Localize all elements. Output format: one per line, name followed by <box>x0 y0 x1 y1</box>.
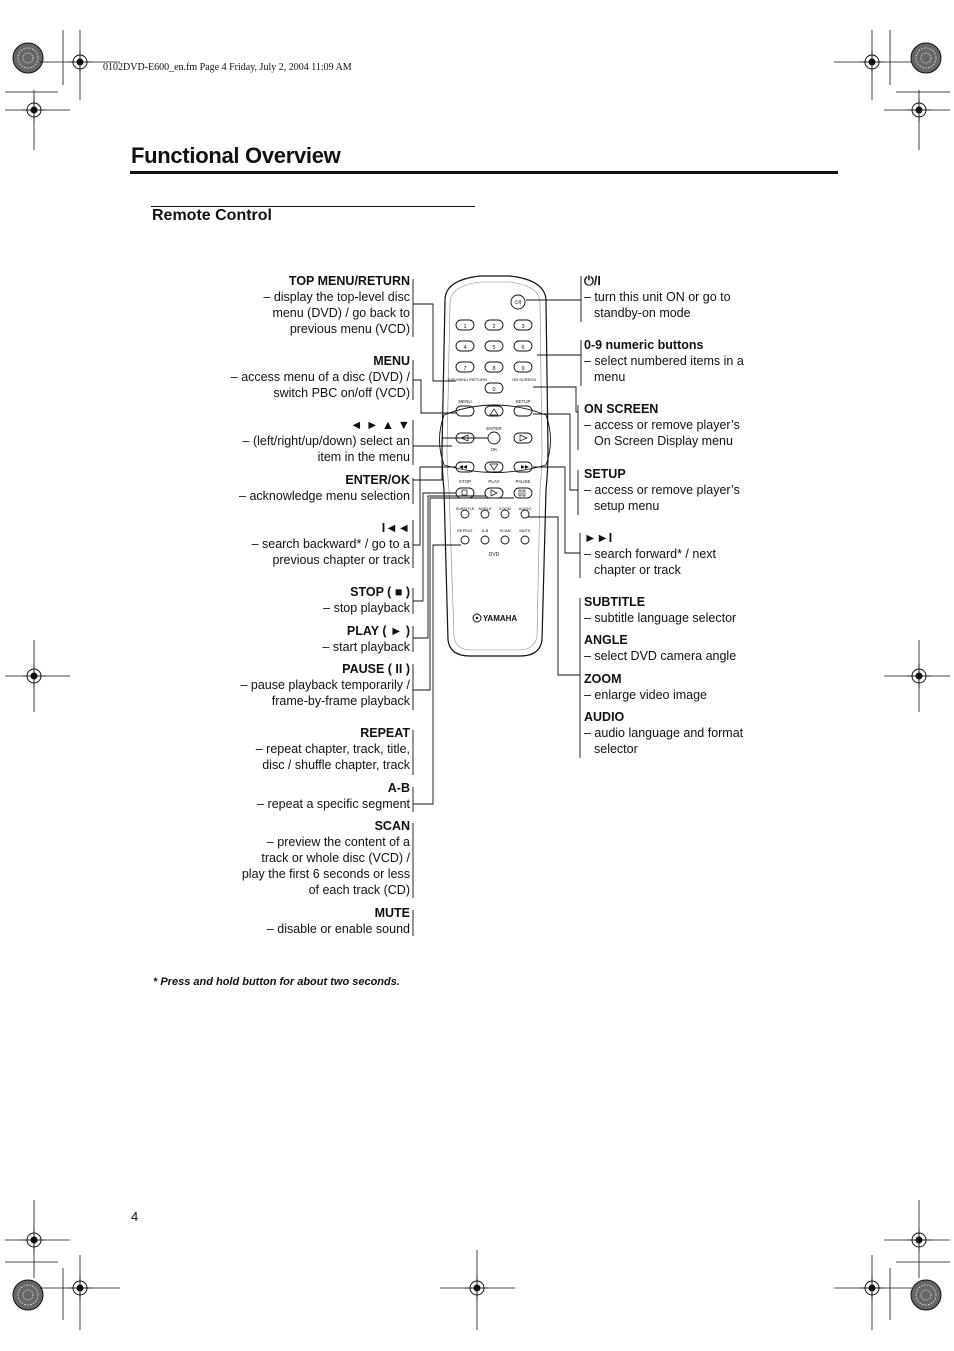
remote-digit: 2 <box>492 324 496 330</box>
page-number: 4 <box>131 1209 139 1224</box>
label-name: AUDIO <box>584 710 625 724</box>
remote-repeat-label: REPEAT <box>457 528 473 533</box>
label-desc: – access or remove player’s <box>584 418 740 432</box>
label-name: ZOOM <box>584 672 622 686</box>
label-name: A-B <box>387 781 410 795</box>
remote-enter-label: ENTER <box>486 426 502 431</box>
label-name: ◄ ► ▲ ▼ <box>350 418 410 432</box>
label-name: MENU <box>373 354 410 368</box>
label-desc: standby-on mode <box>594 306 691 320</box>
label-desc: item in the menu <box>317 450 410 464</box>
label-repeat <box>170 725 410 773</box>
remote-play-label: PLAY <box>488 479 500 484</box>
remote-top-menu-label: TOP MENU /RETURN <box>447 377 487 382</box>
remote-digit: 9 <box>521 366 525 372</box>
label-name: SUBTITLE <box>584 595 646 609</box>
label-desc: previous menu (VCD) <box>289 322 410 336</box>
label-name: MUTE <box>374 906 410 920</box>
label-name: ENTER/OK <box>345 473 410 487</box>
label-desc: – audio language and format <box>584 726 744 740</box>
label-desc: – pause playback temporarily / <box>240 678 410 692</box>
label-desc: – select DVD camera angle <box>584 649 737 663</box>
label-zoom <box>584 671 784 703</box>
remote-mute-label: MUTE <box>519 528 531 533</box>
label-name: PAUSE ( II ) <box>342 662 410 676</box>
label-name: STOP ( ■ ) <box>350 585 410 599</box>
label-previous <box>170 520 410 568</box>
remote-zoom-label: ZOOM <box>499 506 511 511</box>
remote-digit: 5 <box>492 345 496 351</box>
remote-on-screen-label: ON SCREEN <box>512 377 536 382</box>
label-desc: – repeat a specific segment <box>257 797 410 811</box>
remote-brand-label: YAMAHA <box>482 614 518 623</box>
label-desc: – enlarge video image <box>584 688 707 702</box>
label-desc: menu <box>594 370 626 384</box>
label-desc: switch PBC on/off (VCD) <box>273 386 410 400</box>
remote-menu-label: MENU <box>458 399 472 404</box>
label-desc: play the first 6 seconds or less <box>241 867 410 881</box>
label-name: 0-9 numeric buttons <box>584 338 704 352</box>
label-desc: – start playback <box>322 640 410 654</box>
label-pause <box>170 661 410 709</box>
remote-setup-label: SETUP <box>515 399 531 404</box>
remote-angle-label: ANGLE <box>478 506 492 511</box>
label-desc: track or whole disc (VCD) / <box>261 851 410 865</box>
label-arrows <box>170 417 410 465</box>
remote-scan-label: SCAN <box>499 528 511 533</box>
file-info-header: 0102DVD-E600_en.fm Page 4 Friday, July 2, 2004 11:09 AM <box>103 62 352 73</box>
label-desc: setup menu <box>594 499 660 513</box>
label-desc: – (left/right/up/down) select an <box>242 434 410 448</box>
label-desc: frame-by-frame playback <box>271 694 410 708</box>
label-desc: of each track (CD) <box>308 883 410 897</box>
label-name: I◄◄ <box>381 521 410 535</box>
label-scan <box>170 818 410 898</box>
label-enter-ok <box>170 472 410 504</box>
remote-digit: 7 <box>463 366 467 372</box>
label-angle <box>584 632 784 664</box>
label-name: TOP MENU/RETURN <box>288 274 410 288</box>
label-desc: menu (DVD) / go back to <box>272 306 410 320</box>
label-desc: – acknowledge menu selection <box>239 489 410 503</box>
label-name: ⏻/I <box>584 274 601 288</box>
label-name: REPEAT <box>360 726 410 740</box>
remote-digit: 6 <box>521 345 525 351</box>
label-on-screen <box>584 401 784 449</box>
label-desc: – search backward* / go to a <box>251 537 410 551</box>
remote-power-label: ⏻/I <box>514 300 522 306</box>
label-name: ANGLE <box>584 633 628 647</box>
label-desc: chapter or track <box>594 563 681 577</box>
label-power <box>584 273 784 321</box>
remote-digit: 8 <box>492 366 496 372</box>
remote-digit: 0 <box>492 387 496 393</box>
remote-digit: 1 <box>463 324 467 330</box>
label-name: ON SCREEN <box>584 402 659 416</box>
label-name: PLAY ( ► ) <box>346 624 410 638</box>
label-desc: previous chapter or track <box>272 553 410 567</box>
label-desc: – display the top-level disc <box>263 290 410 304</box>
remote-ab-label: A-B <box>481 528 489 533</box>
label-desc: disc / shuffle chapter, track <box>262 758 410 772</box>
remote-digit: 4 <box>463 345 467 351</box>
remote-pause-label: PAUSE <box>515 479 531 484</box>
label-stop <box>170 584 410 616</box>
label-desc: – preview the content of a <box>266 835 410 849</box>
label-desc: – select numbered items in a <box>584 354 744 368</box>
label-menu <box>170 353 410 401</box>
remote-digit: 3 <box>521 324 525 330</box>
label-next <box>584 530 784 578</box>
label-desc: – repeat chapter, track, title, <box>255 742 410 756</box>
label-desc: On Screen Display menu <box>594 434 733 448</box>
page-title: Functional Overview <box>131 143 341 168</box>
remote-subtitle-label: SUBTITLE <box>455 506 475 511</box>
label-numeric <box>584 337 784 385</box>
section-title: Remote Control <box>152 207 272 224</box>
label-top-menu-return <box>170 273 410 337</box>
remote-stop-label: STOP <box>458 479 472 484</box>
label-subtitle <box>584 594 784 626</box>
label-ab <box>170 780 410 812</box>
remote-ok-label: OK <box>490 447 498 452</box>
label-desc: – stop playback <box>323 601 410 615</box>
label-desc: – turn this unit ON or go to <box>584 290 731 304</box>
label-mute <box>170 905 410 937</box>
label-desc: – access or remove player’s <box>584 483 740 497</box>
footnote: * Press and hold button for about two seconds. <box>153 976 400 988</box>
label-setup <box>584 466 784 514</box>
label-desc: selector <box>594 742 638 756</box>
label-audio <box>584 709 784 757</box>
registration-marks <box>5 30 950 1330</box>
label-desc: – search forward* / next <box>584 547 717 561</box>
label-desc: – disable or enable sound <box>266 922 410 936</box>
label-desc: – access menu of a disc (DVD) / <box>230 370 410 384</box>
label-desc: – subtitle language selector <box>584 611 737 625</box>
label-name: SCAN <box>374 819 410 833</box>
remote-audio-label: AUDIO <box>518 506 532 511</box>
remote-dvd-label: DVD <box>488 552 500 558</box>
label-name: ►►I <box>584 531 613 545</box>
label-play <box>170 623 410 655</box>
label-name: SETUP <box>584 467 626 481</box>
